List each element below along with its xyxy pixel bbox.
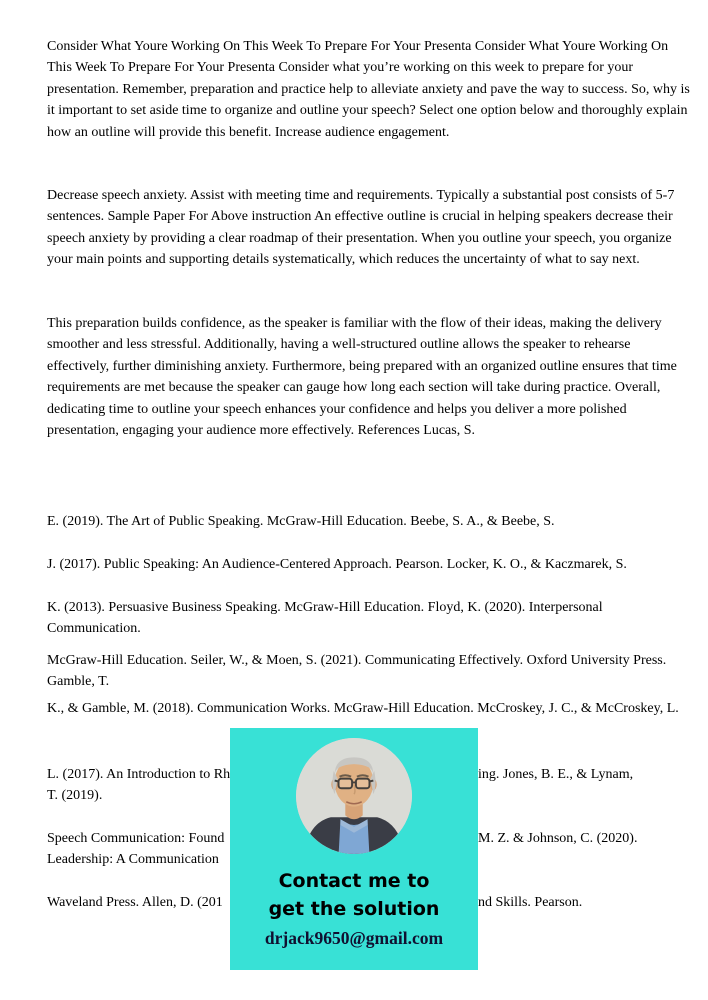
reference-paragraph: E. (2019). The Art of Public Speaking. McGraw-Hill Education. Beebe, S. A., & Beebe, S. — [47, 514, 555, 529]
reference-text-left: Speech Communication: Found — [47, 831, 225, 846]
paragraph: This preparation builds confidence, as the speaker is familiar with the flow of their ideas, making the delivery smoother and less stressful. Additionally, having a well-structured outline allows the speaker to rehearse effectively, further diminishing anxiety. Furthermore, being prepared with an organized outline ensures that time requirements are met because the speaker can gauge how long each section will take during practice. Overall, dedicating time to outline your speech enhances your confidence and helps you deliver a more polished presentation, engaging your audience more effectively. References Lucas, S. — [47, 316, 677, 439]
contact-overlay — [230, 728, 478, 970]
paragraph: Consider What Youre Working On This Week To Prepare For Your Presenta Consider What Youre Working On This Week To Prepare For Your Presenta Consider what you’re working on this week to prepare for your presentation. Remember, preparation and practice help to alleviate anxiety and pave the way to success. So, why is it important to set aside time to organize and outline your speech? Select one option below and thoroughly explain how an outline will provide this benefit. Increase audience engagement. — [47, 39, 690, 140]
reference-text-left: Leadership: A Communication — [47, 852, 219, 868]
reference-text-right: nd Skills. Pearson. — [478, 895, 583, 910]
reference-text-right: ing. Jones, B. E., & Lynam, — [478, 767, 634, 782]
paragraph: Decrease speech anxiety. Assist with meeting time and requirements. Typically a substantial post consists of 5-7 sentences. Sample Paper For Above instruction An effective outline is crucial in helping speakers decrease their speech anxiety by providing a clear roadmap of their presentation. When you outline your speech, you organize your main points and supporting details systematically, which reduces the uncertainty of what to say next. — [47, 188, 675, 268]
reference-text-left: L. (2017). An Introduction to Rh — [47, 767, 231, 782]
reference-paragraph: K., & Gamble, M. (2018). Communication Works. McGraw-Hill Education. McCroskey, J. C., & McCroskey, L. — [47, 701, 679, 716]
contact-heading-line1: Contact me to — [278, 870, 430, 892]
contact-heading-line2: get the solution — [268, 898, 440, 920]
reference-text-left: T. (2019). — [47, 788, 103, 804]
contact-email: drjack9650@gmail.com — [264, 928, 444, 948]
reference-paragraph: J. (2017). Public Speaking: An Audience-Centered Approach. Pearson. Locker, K. O., & Kaczmarek, S. — [47, 557, 627, 572]
reference-paragraph: McGraw-Hill Education. Seiler, W., & Moen, S. (2021). Communicating Effectively. Oxford University Press. Gamble, T. — [47, 653, 667, 690]
reference-text-right: M. Z. & Johnson, C. (2020). — [478, 831, 638, 846]
contact-photo — [296, 738, 412, 854]
person-portrait-icon — [296, 738, 412, 854]
reference-paragraph: K. (2013). Persuasive Business Speaking. McGraw-Hill Education. Floyd, K. (2020). Interpersonal Communication. — [47, 600, 603, 637]
reference-text-left: Waveland Press. Allen, D. (201 — [47, 895, 223, 910]
